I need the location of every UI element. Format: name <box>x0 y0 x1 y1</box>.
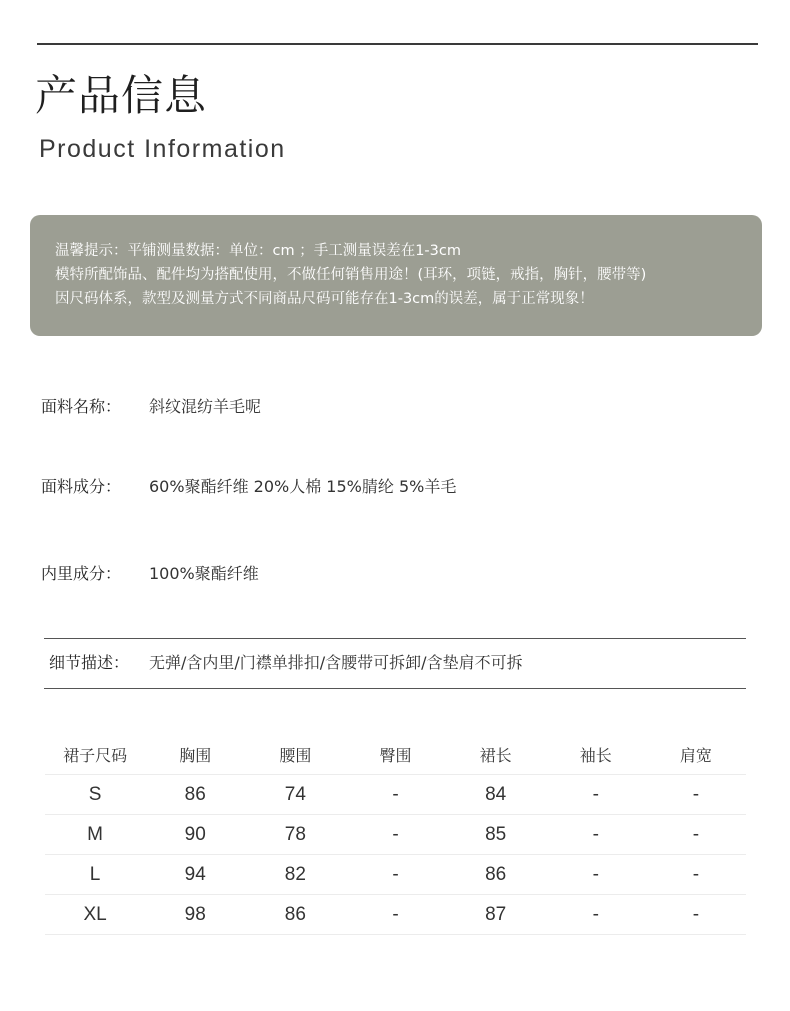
spec-label: 面料名称： <box>41 397 122 416</box>
table-cell: - <box>546 815 646 855</box>
spec-value: 60%聚酯纤维 20%人棉 15%腈纶 5%羊毛 <box>149 477 457 496</box>
page-title: 产品信息 <box>35 71 208 120</box>
notice-line-accessories: 模特所配饰品、配件均为搭配使用，不做任何销售用途！(耳环，项链，戒指，胸针，腰带等) <box>55 267 647 283</box>
table-row <box>45 895 746 935</box>
page-subtitle: Product Information <box>39 135 286 163</box>
spec-details <box>49 651 523 675</box>
table-cell: - <box>546 895 646 935</box>
table-cell: - <box>345 775 445 815</box>
column-header-waist: 腰围 <box>245 734 345 775</box>
table-row <box>45 775 746 815</box>
spec-lining-composition <box>41 562 259 586</box>
spec-value: 无弹/含内里/门襟单排扣/含腰带可拆卸/含垫肩不可拆 <box>149 653 523 672</box>
table-cell: 90 <box>145 815 245 855</box>
table-cell: - <box>345 855 445 895</box>
table-cell: 84 <box>446 775 546 815</box>
table-row <box>45 855 746 895</box>
spec-fabric-name <box>41 395 261 419</box>
table-cell: - <box>345 895 445 935</box>
table-cell: - <box>546 855 646 895</box>
detail-top-divider <box>44 638 746 639</box>
table-cell: - <box>345 815 445 855</box>
spec-value: 100%聚酯纤维 <box>149 564 259 583</box>
column-header-size: 裙子尺码 <box>45 734 145 775</box>
table-cell: 78 <box>245 815 345 855</box>
column-header-dress-length: 裙长 <box>446 734 546 775</box>
table-cell: 94 <box>145 855 245 895</box>
notice-line-size-error: 因尺码体系，款型及测量方式不同商品尺码可能存在1-3cm的误差，属于正常现象！ <box>55 291 594 307</box>
header-divider <box>37 43 758 45</box>
detail-bottom-divider <box>44 688 746 689</box>
table-cell: 82 <box>245 855 345 895</box>
column-header-bust: 胸围 <box>145 734 245 775</box>
table-cell: S <box>45 775 145 815</box>
table-cell: 86 <box>145 775 245 815</box>
table-cell: - <box>646 895 746 935</box>
table-cell: - <box>546 775 646 815</box>
table-header-row <box>45 734 746 775</box>
table-cell: - <box>646 775 746 815</box>
size-chart-table <box>45 734 746 935</box>
table-row <box>45 815 746 855</box>
spec-label: 内里成分： <box>41 564 122 583</box>
notice-box <box>30 215 762 336</box>
table-cell: XL <box>45 895 145 935</box>
table-cell: 74 <box>245 775 345 815</box>
table-cell: 85 <box>446 815 546 855</box>
table-cell: - <box>646 815 746 855</box>
column-header-shoulder-width: 肩宽 <box>646 734 746 775</box>
spec-value: 斜纹混纺羊毛呢 <box>149 397 262 416</box>
table-cell: 86 <box>245 895 345 935</box>
table-cell: - <box>646 855 746 895</box>
spec-label: 面料成分： <box>41 477 122 496</box>
spec-fabric-composition <box>41 475 456 499</box>
table-cell: 98 <box>145 895 245 935</box>
table-cell: L <box>45 855 145 895</box>
table-cell: M <box>45 815 145 855</box>
spec-label: 细节描述： <box>49 653 130 672</box>
column-header-hip: 臀围 <box>345 734 445 775</box>
column-header-sleeve-length: 袖长 <box>546 734 646 775</box>
table-cell: 86 <box>446 855 546 895</box>
table-cell: 87 <box>446 895 546 935</box>
notice-line-measurement: 温馨提示：平铺测量数据：单位：cm ；手工测量误差在1-3cm <box>55 243 461 259</box>
